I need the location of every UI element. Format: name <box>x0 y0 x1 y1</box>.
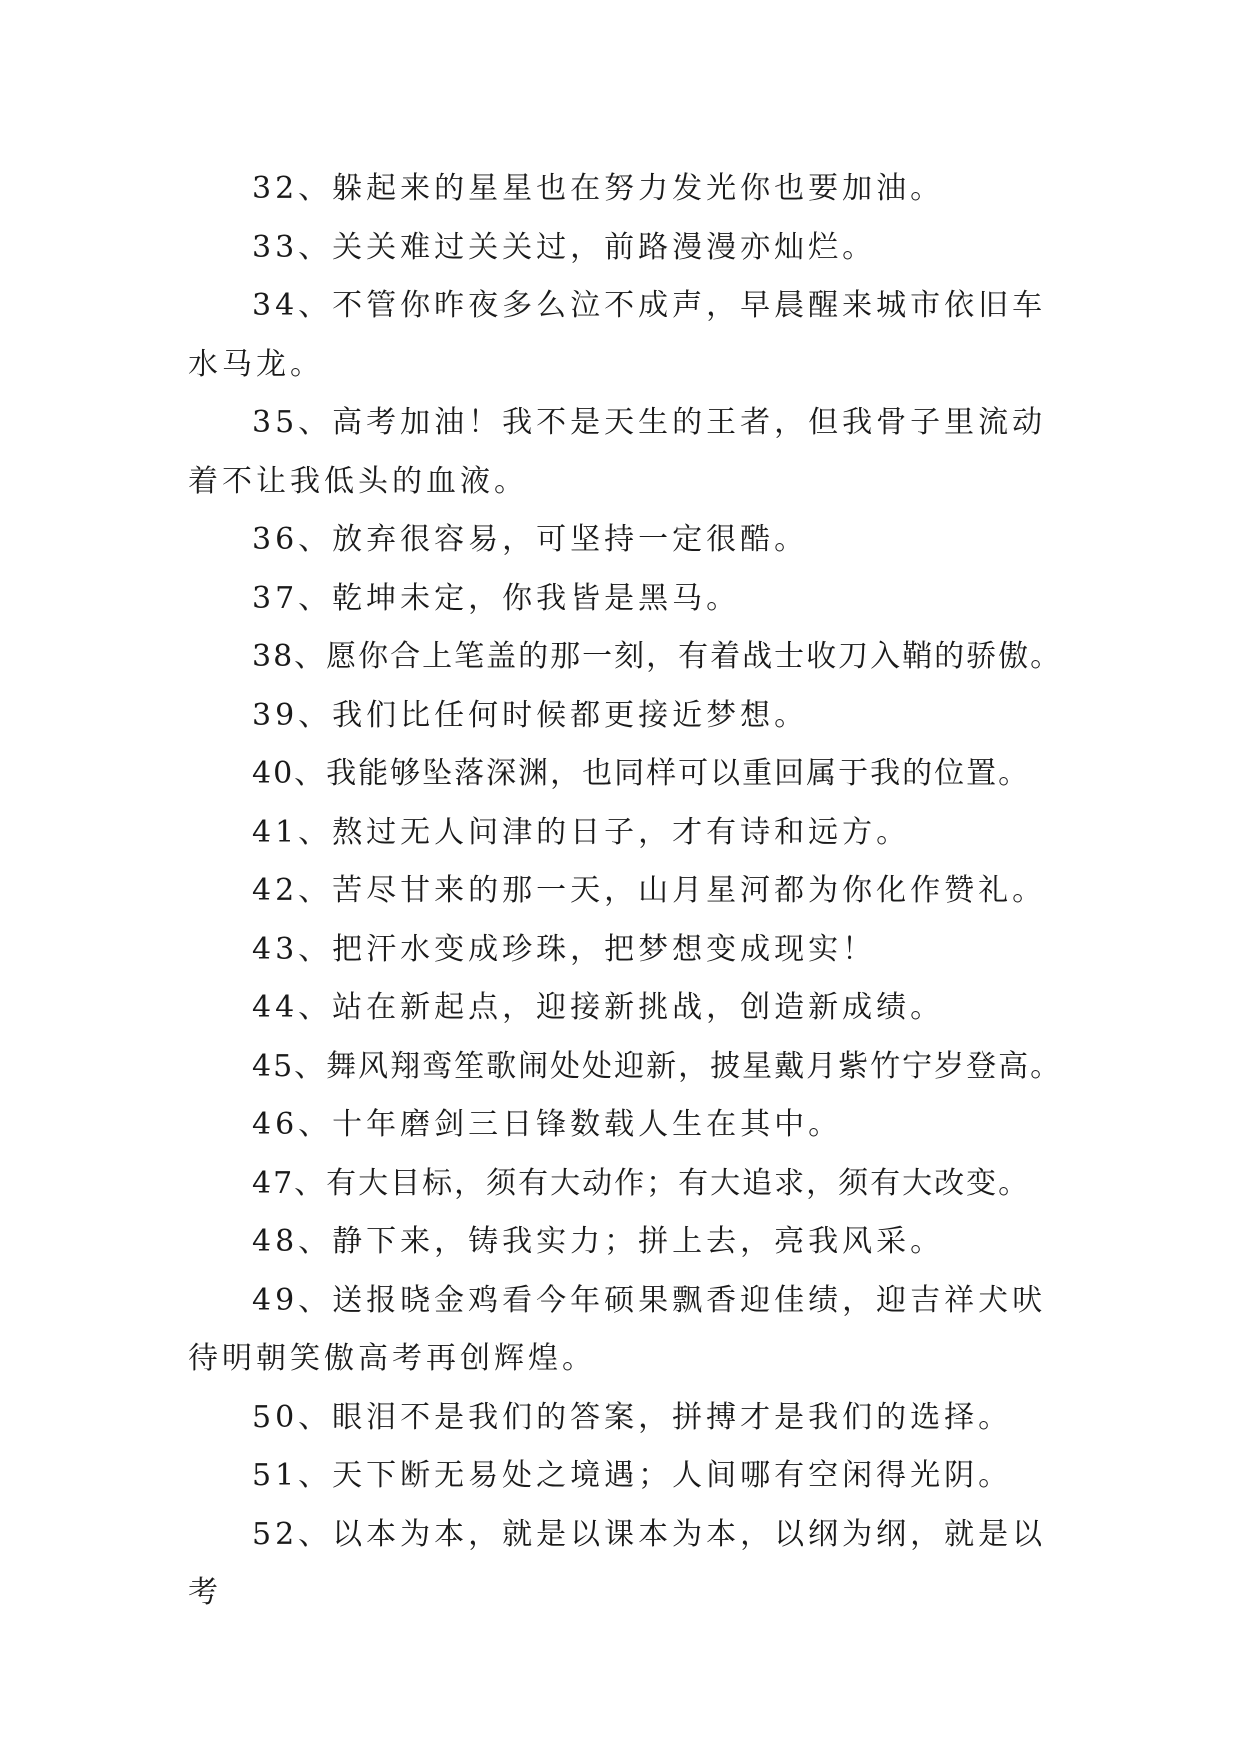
paragraph-45: 45、舞风翔鸾笙歌闹处处迎新，披星戴月紫竹宁岁登高。 <box>252 1048 1063 1084</box>
paragraph-34: 34、不管你昨夜多么泣不成声，早晨醒来城市依旧车水马龙。 <box>188 288 1047 382</box>
paragraph-51: 51、天下断无易处之境遇；人间哪有空闲得光阴。 <box>252 1458 1013 1493</box>
paragraph-36: 36、放弃很容易，可坚持一定很酷。 <box>252 522 809 557</box>
document-body <box>188 160 1063 1623</box>
paragraph-43: 43、把汗水变成珍珠，把梦想变成现实！ <box>252 931 877 967</box>
paragraph-41: 41、熬过无人问津的日子，才有诗和远方。 <box>252 814 911 850</box>
paragraph-33: 33、关关难过关关过，前路漫漫亦灿烂。 <box>252 229 877 265</box>
paragraph-46: 46、十年磨剑三日锋数载人生在其中。 <box>252 1107 843 1142</box>
paragraph-48: 48、静下来，铸我实力；拼上去，亮我风采。 <box>252 1224 945 1259</box>
paragraph-42: 42、苦尽甘来的那一天，山月星河都为你化作赞礼。 <box>252 873 1047 908</box>
paragraph-35: 35、高考加油！我不是天生的王者，但我骨子里流动着不让我低头的血液。 <box>188 405 1047 499</box>
paragraph-39: 39、我们比任何时候都更接近梦想。 <box>252 697 809 733</box>
paragraph-49: 49、送报晓金鸡看今年硕果飘香迎佳绩，迎吉祥犬吠待明朝笑傲高考再创辉煌。 <box>188 1282 1047 1376</box>
paragraph-32: 32、躲起来的星星也在努力发光你也要加油。 <box>252 171 945 206</box>
paragraph-37: 37、乾坤未定，你我皆是黑马。 <box>252 580 741 616</box>
paragraph-44: 44、站在新起点，迎接新挑战，创造新成绩。 <box>252 990 945 1025</box>
paragraph-52: 52、以本为本，就是以课本为本，以纲为纲，就是以考 <box>188 1516 1047 1610</box>
paragraph-40: 40、我能够坠落深渊，也同样可以重回属于我的位置。 <box>252 756 1031 791</box>
paragraph-50: 50、眼泪不是我们的答案，拼搏才是我们的选择。 <box>252 1399 1013 1435</box>
paragraph-47: 47、有大目标，须有大动作；有大追求，须有大改变。 <box>252 1165 1031 1201</box>
paragraph-38: 38、愿你合上笔盖的那一刻，有着战士收刀入鞘的骄傲。 <box>252 639 1063 674</box>
